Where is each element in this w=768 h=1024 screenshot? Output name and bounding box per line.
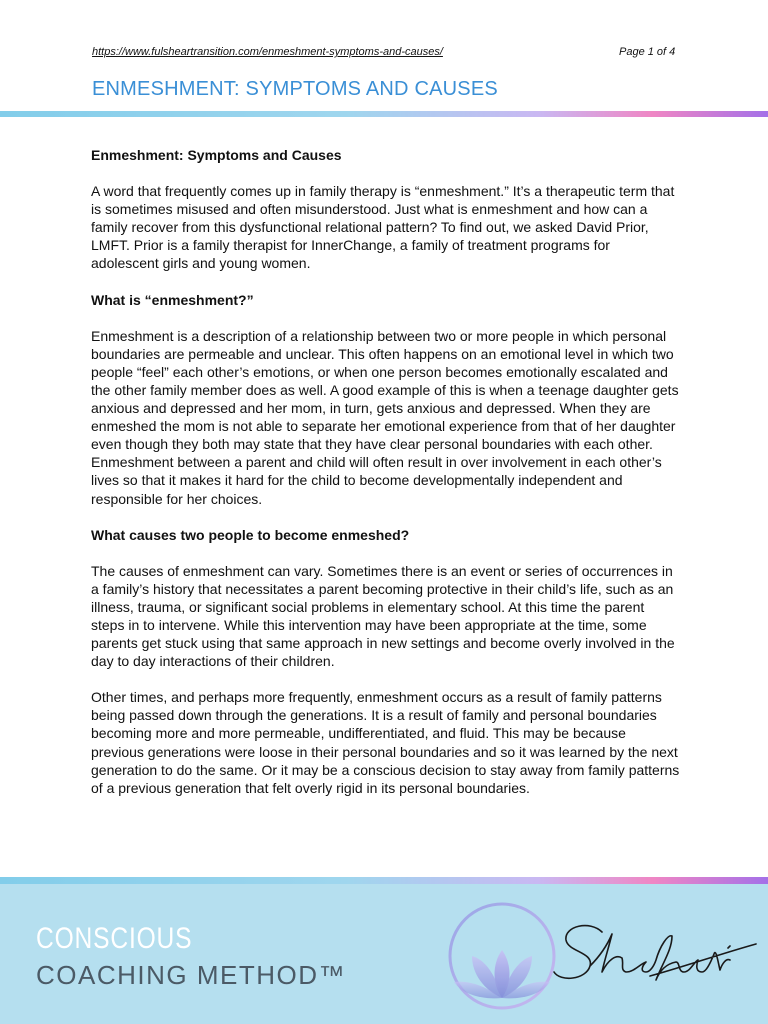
page-number: Page 1 of 4: [619, 46, 676, 58]
header-gradient-stripe: [0, 111, 768, 117]
shefali-signature: [550, 914, 760, 1004]
footer-banner: [0, 884, 768, 1024]
section-heading-what-is: What is “enmeshment?”: [91, 291, 254, 308]
document-title: ENMESHMENT: SYMPTOMS AND CAUSES: [92, 78, 498, 100]
causes-paragraph-2: Other times, and perhaps more frequently, enmeshment occurs as a result of family patterns being passed down through the generations. It is a result of family and personal boundaries becoming more and more permeable, undifferentiated, and fluid. This may be because previous generations were loose in their personal boundaries and so it was learned by the next generation to do the same. Or it may be a conscious decision to stay away from family patterns of a previous generation that felt overly rigid in its personal boundaries.: [91, 689, 680, 796]
brand-name-coaching-method: COACHING METHOD™: [36, 960, 346, 990]
section-heading-causes: What causes two people to become enmeshed?: [91, 526, 410, 543]
footer-gradient-stripe: [0, 877, 768, 884]
page-header-url[interactable]: https://www.fulsheartransition.com/enmeshment-symptoms-and-causes/: [92, 46, 443, 58]
article-body: [91, 146, 681, 815]
intro-paragraph: A word that frequently comes up in family therapy is “enmeshment.” It’s a therapeutic term that is sometimes misused and often misunderstood. Just what is enmeshment and how can a family recover from this dysfunctional relational pattern? To find out, we asked David Prior, LMFT. Prior is a family therapist for InnerChange, a family of treatment programs for adolescent girls and young women.: [91, 183, 675, 272]
causes-paragraph-1: The causes of enmeshment can vary. Sometimes there is an event or series of occurrences in a family’s history that necessitates a parent becoming protective in their child’s life, such as an illness, trauma, or significant social problems in elementary school. At this time the parent steps in to intervene. While this intervention may have been appropriate at the time, some parents get stuck using that same approach in new settings and become overly involved in the day to day interactions of their children.: [91, 562, 675, 670]
brand-name-conscious: CONSCIOUS: [36, 922, 193, 955]
article-heading: Enmeshment: Symptoms and Causes: [91, 147, 342, 163]
what-is-paragraph: Enmeshment is a description of a relationship between two or more people in which personal boundaries are permeable and unclear. This often happens on an emotional level in which two people “feel” each other’s emotions, or when one person becomes emotionally escalated and the other family member does as well. A good example of this is when a teenage daughter gets anxious and depressed and her mom, in turn, gets anxious and depressed. When they are enmeshed the mom is not able to separate her emotional experience from that of her daughter even though they both may state that they have clear personal boundaries with each other. Enmeshment between a parent and child will often result in over involvement in each other’s lives so that it makes it hard for the child to become developmentally independent and responsible for her choices.: [91, 327, 679, 507]
